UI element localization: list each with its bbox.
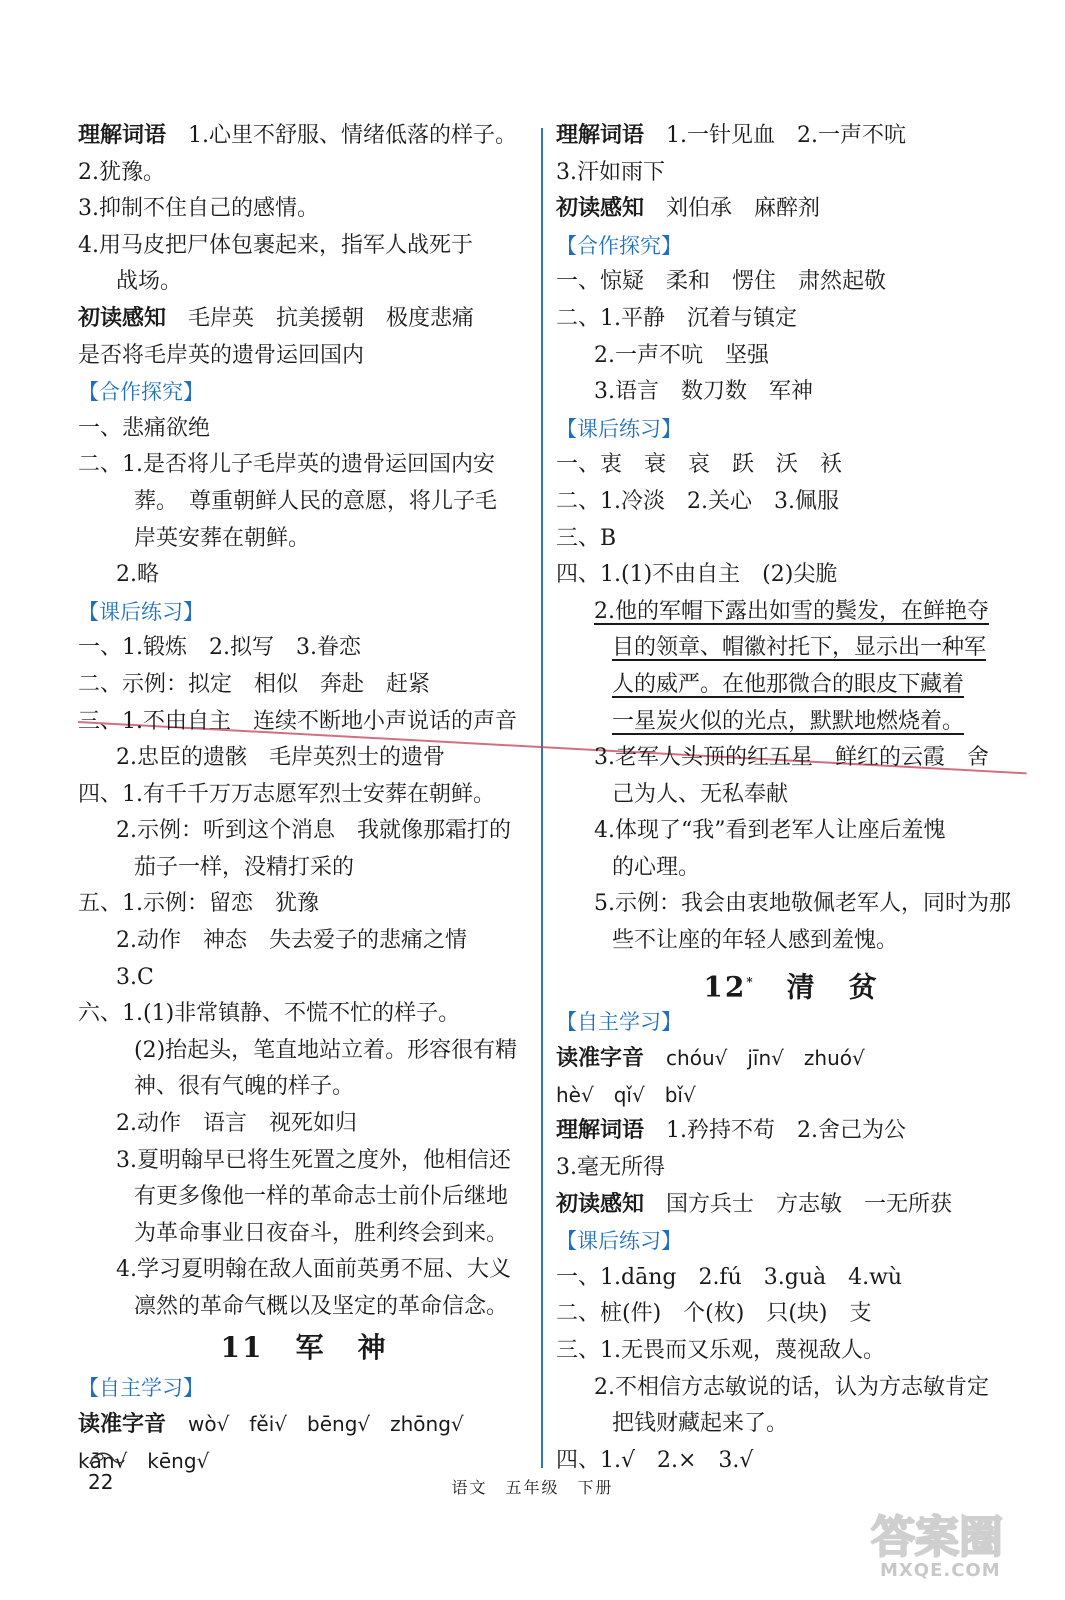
answer-line: kān√ kēng√ — [78, 1448, 210, 1473]
answer-line: 一、悲痛欲绝 — [78, 415, 211, 441]
answer-line: 神、很有气魄的样子。 — [134, 1074, 355, 1100]
answer-line: 二、桩(件) 个(枚) 只(块) 支 — [556, 1301, 872, 1327]
section-heading: 【合作探究】 — [78, 380, 204, 405]
page-decoration-icon — [86, 1448, 126, 1470]
answer-line: 初读感知 国方兵士 方志敏 一无所获 — [556, 1191, 953, 1217]
answer-line: 3.语言 数刀数 军神 — [594, 379, 813, 405]
left-column — [78, 118, 530, 1479]
answer-line: 2.不相信方志敏说的话，认为方志敏肯定 — [594, 1374, 989, 1400]
right-column — [556, 118, 1026, 1479]
answer-line: 3.C — [116, 964, 154, 990]
answer-line: 是否将毛岸英的遗骨运回国内 — [78, 342, 365, 368]
underlined-answer-line: 一星炭火似的光点，默默地燃烧着。 — [612, 708, 965, 734]
answer-line: 战场。 — [116, 269, 183, 295]
answer-line: 三、B — [556, 525, 617, 551]
underlined-answer-line: 人的威严。在他那微合的眼皮下藏着 — [612, 671, 965, 697]
answer-line: 一、1.dāng 2.fú 3.guà 4.wù — [556, 1264, 903, 1290]
underlined-answer-line: 2.他的军帽下露出如雪的鬓发，在鲜艳夺 — [594, 598, 989, 624]
answer-line: 四、1.有千千万万志愿军烈士安葬在朝鲜。 — [78, 781, 495, 807]
answer-line: 六、1.(1)非常镇静、不慌不忙的样子。 — [78, 1001, 461, 1027]
answer-line: 的心理。 — [612, 854, 701, 880]
column-divider — [541, 128, 543, 1468]
section-heading: 【课后练习】 — [556, 1229, 682, 1254]
underlined-answer-line: 目的领章、帽徽衬托下，显示出一种军 — [612, 635, 987, 661]
answer-line: 5.示例：我会由衷地敬佩老军人，同时为那 — [594, 891, 1011, 917]
answer-line: 理解词语 1.矜持不苟 2.舍己为公 — [556, 1118, 907, 1144]
answer-line: 2.动作 神态 失去爱子的悲痛之情 — [116, 928, 467, 954]
svg-text:答案圈: 答案圈 — [871, 1512, 1003, 1563]
answer-line: 3.抑制不住自己的感情。 — [78, 196, 319, 222]
answer-line: 凛然的革命气概以及坚定的革命信念。 — [134, 1294, 509, 1319]
answer-line: 初读感知 毛岸英 抗美援朝 极度悲痛 — [78, 305, 475, 331]
page-footer: 语文 五年级 下册 — [451, 1478, 614, 1497]
section-heading: 【课后练习】 — [78, 599, 204, 624]
answer-line: 2.略 — [116, 562, 159, 588]
answer-line: 二、1.是否将儿子毛岸英的遗骨运回国内安 — [78, 452, 495, 478]
lesson-title-11: 11 军 神 — [220, 1330, 388, 1364]
section-heading: 【自主学习】 — [556, 1009, 682, 1034]
answer-line: 读准字音 chóu√ jīn√ zhuó√ — [556, 1046, 865, 1072]
answer-line: 4.学习夏明翰在敌人面前英勇不屈、大义 — [116, 1257, 511, 1283]
answer-line: 葬。 尊重朝鲜人民的意愿，将儿子毛 — [134, 488, 498, 514]
answer-line: 4.体现了“我”看到老军人让座后羞愧 — [594, 818, 946, 844]
answer-line: 2.一声不吭 坚强 — [594, 342, 769, 368]
answer-line: 一、1.锻炼 2.拟写 3.眷恋 — [78, 635, 361, 661]
answer-line: 4.用马皮把尸体包裹起来，指军人战死于 — [78, 232, 473, 258]
answer-line: 2.示例：听到这个消息 我就像那霜打的 — [116, 818, 511, 844]
answer-line: 2.忠臣的遗骸 毛岸英烈士的遗骨 — [116, 745, 445, 771]
lesson-title-12: 12* 清 贫 — [703, 969, 879, 1003]
answer-line: 一、衷 衰 哀 跃 沃 袄 — [556, 452, 843, 478]
answer-line: 理解词语 1.心里不舒服、情绪低落的样子。 — [78, 123, 518, 148]
answer-line: 四、1.(1)不由自主 (2)尖脆 — [556, 562, 838, 588]
answer-line: 三、1.不由自主 连续不断地小声说话的声音 — [78, 708, 517, 734]
answer-line: 岸英安葬在朝鲜。 — [134, 525, 311, 551]
answer-line: 三、1.无畏而又乐观，蔑视敌人。 — [556, 1338, 885, 1363]
answer-line: 四、1.√ 2.× 3.√ — [556, 1447, 754, 1473]
answer-line: 3.老军人头顶的红五星 鲜红的云霞 舍 — [594, 745, 989, 771]
answer-line: 些不让座的年轻人感到羞愧。 — [612, 928, 899, 954]
answer-line: 一、惊疑 柔和 愣住 肃然起敬 — [556, 269, 887, 295]
answer-line: 己为人、无私奉献 — [612, 781, 789, 807]
answer-line: 读准字音 wò√ fěi√ bēng√ zhōng√ — [78, 1412, 464, 1438]
answer-line: 初读感知 刘伯承 麻醉剂 — [556, 196, 821, 222]
section-heading: 【合作探究】 — [556, 233, 682, 258]
answer-line: 把钱财藏起来了。 — [612, 1411, 789, 1437]
answer-line: 二、1.平静 沉着与镇定 — [556, 305, 797, 331]
answer-line: 3.夏明翰早已将生死置之度外，他相信还 — [116, 1147, 511, 1173]
answer-line: 2.犹豫。 — [78, 159, 165, 185]
answer-line: 茄子一样，没精打采的 — [134, 854, 355, 880]
answer-line: 理解词语 1.一针见血 2.一声不吭 — [556, 123, 907, 148]
answer-line: 五、1.示例：留恋 犹豫 — [78, 891, 319, 917]
answer-line: 有更多像他一样的革命志士前仆后继地 — [134, 1184, 509, 1210]
answer-line: 二、示例：拟定 相似 奔赴 赶紧 — [78, 671, 431, 697]
section-heading: 【自主学习】 — [78, 1375, 204, 1400]
page-number: 22 — [88, 1470, 114, 1494]
section-heading: 【课后练习】 — [556, 416, 682, 441]
answer-line: 3.汗如雨下 — [556, 159, 665, 185]
answer-line: hè√ qǐ√ bǐ√ — [556, 1082, 696, 1107]
answer-line: 为革命事业日夜奋斗，胜利终会到来。 — [134, 1220, 509, 1246]
answer-line: (2)抬起头，笔直地站立着。形容很有精 — [134, 1037, 518, 1063]
answer-line: 2.动作 语言 视死如归 — [116, 1111, 357, 1137]
watermark-url: MXQE.COM — [880, 1560, 1001, 1581]
answer-line: 3.毫无所得 — [556, 1155, 665, 1181]
answer-line: 二、1.冷淡 2.关心 3.佩服 — [556, 488, 839, 514]
